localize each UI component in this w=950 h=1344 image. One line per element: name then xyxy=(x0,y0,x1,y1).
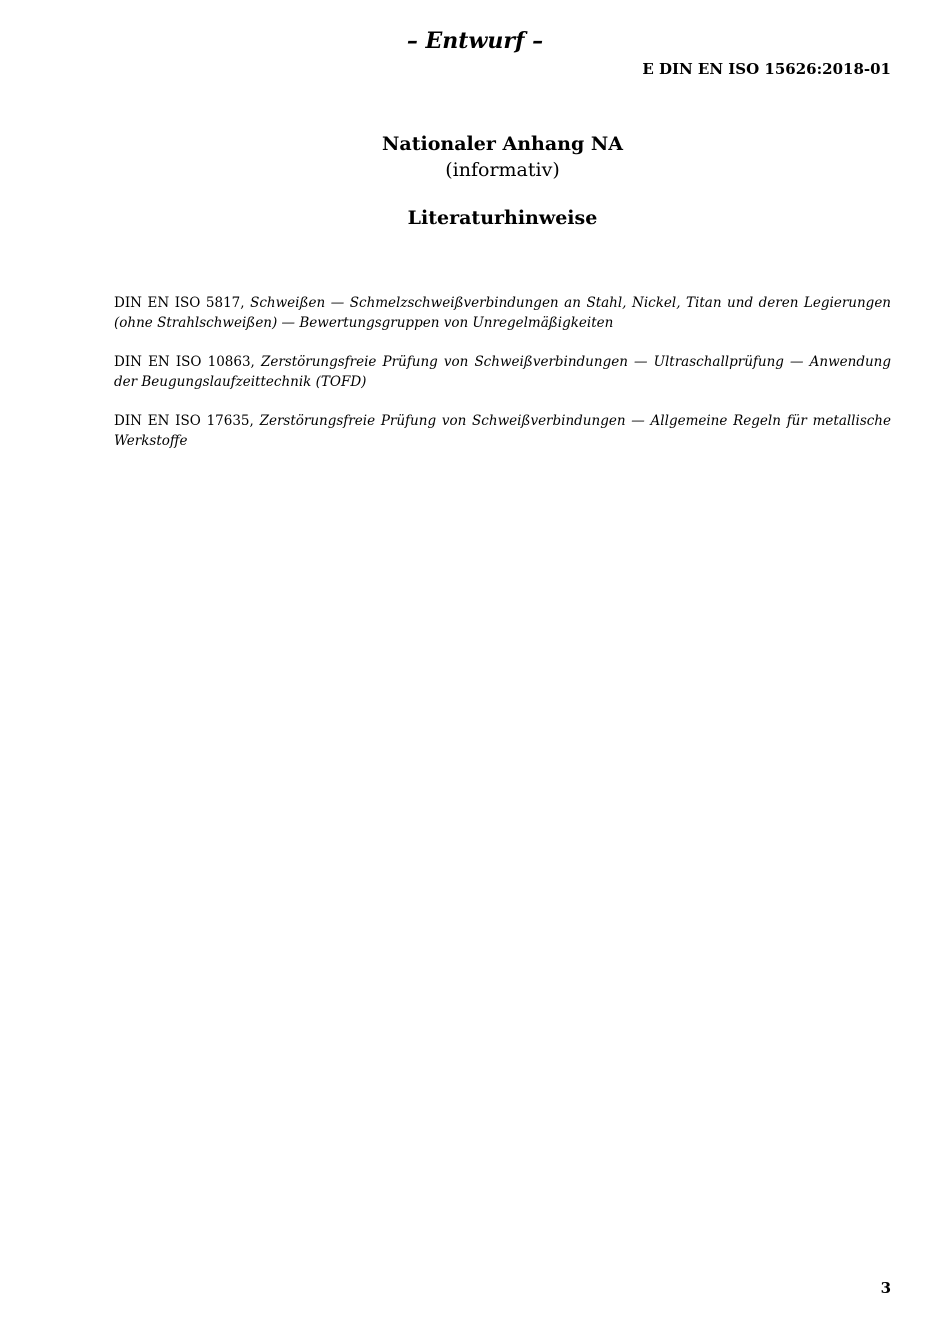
annex-title: Nationaler Anhang NA xyxy=(382,133,623,155)
reference-designation: DIN EN ISO 17635, xyxy=(114,413,254,429)
section-title: Literaturhinweise xyxy=(407,207,598,229)
annex-heading xyxy=(114,131,891,231)
reference-item xyxy=(114,411,891,451)
document-id: E DIN EN ISO 15626:2018-01 xyxy=(642,60,891,78)
reference-title: Zerstörungsfreie Prüfung von Schweißverbindungen — Allgemeine Regeln für metallische Werkstoffe xyxy=(114,413,891,449)
page-number: 3 xyxy=(880,1279,891,1297)
reference-item xyxy=(114,352,891,392)
reference-title: Schweißen — Schmelzschweißverbindungen an Stahl, Nickel, Titan und deren Legierungen (ohne Strahlschweißen) — Bewertungsgruppen von Unregelmäßigkeiten xyxy=(114,295,892,331)
reference-title: Zerstörungsfreie Prüfung von Schweißverbindungen — Ultraschallprüfung — Anwendung der Beugungslaufzeittechnik (TOFD) xyxy=(114,354,891,390)
reference-designation: DIN EN ISO 5817, xyxy=(114,295,245,311)
reference-item xyxy=(114,293,891,333)
annex-subtitle: (informativ) xyxy=(445,159,560,181)
reference-list xyxy=(114,293,891,470)
draft-label: – Entwurf – xyxy=(406,28,544,54)
reference-designation: DIN EN ISO 10863, xyxy=(114,354,255,370)
